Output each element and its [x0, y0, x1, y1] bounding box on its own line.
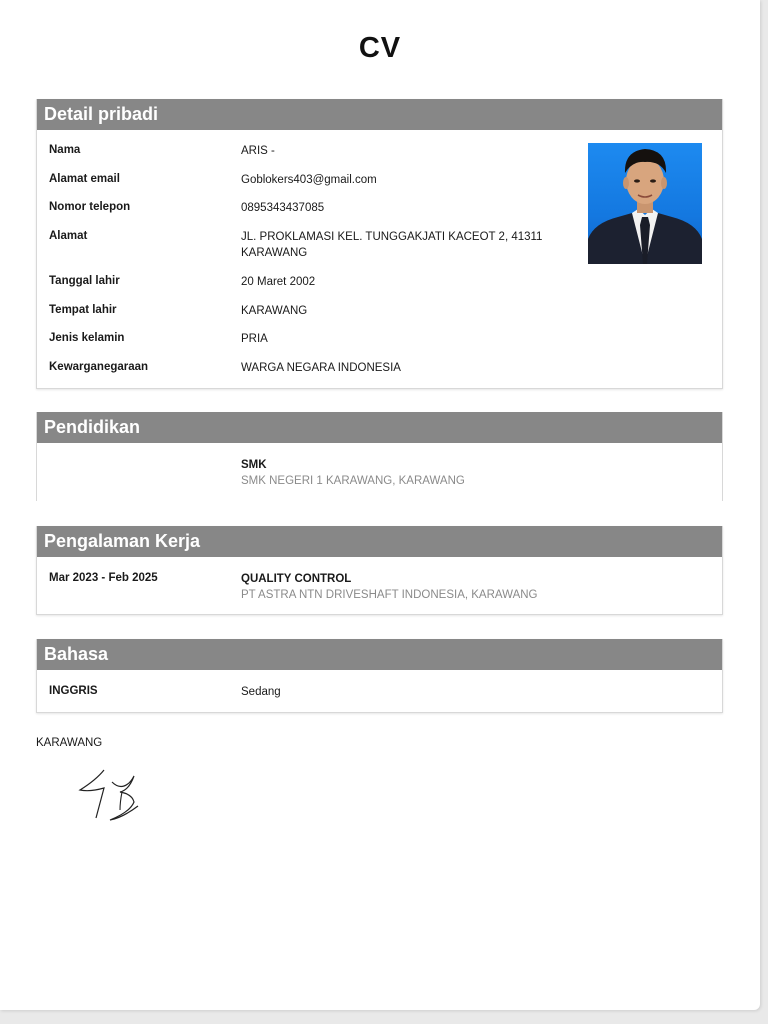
language-name: INGGRIS	[49, 685, 98, 697]
nationality-value: WARGA NEGARA INDONESIA	[241, 362, 401, 374]
birth-date-label: Tanggal lahir	[49, 275, 120, 287]
nationality-label: Kewarganegaraan	[49, 361, 149, 373]
phone-value: 0895343437085	[241, 202, 325, 214]
person-silhouette-icon	[588, 143, 702, 264]
address-value: JL. PROKLAMASI KEL. TUNGGAKJATI KACEOT 2, 41311 KARAWANG	[241, 231, 543, 259]
work-position: QUALITY CONTROL	[241, 573, 352, 585]
language-level: Sedang	[241, 686, 281, 698]
signature-place: KARAWANG	[36, 737, 103, 749]
name-label: Nama	[49, 144, 81, 156]
education-degree: SMK	[241, 459, 267, 471]
name-value: ARIS -	[241, 145, 275, 157]
birth-place-value: KARAWANG	[241, 305, 308, 317]
signature-image	[74, 762, 154, 832]
profile-photo	[588, 143, 702, 264]
email-label: Alamat email	[49, 173, 120, 185]
work-experience-header: Pengalaman Kerja	[37, 526, 722, 557]
education-school: SMK NEGERI 1 KARAWANG, KARAWANG	[241, 475, 465, 487]
birth-date-value: 20 Maret 2002	[241, 276, 316, 288]
work-period: Mar 2023 - Feb 2025	[49, 572, 158, 584]
education-section	[36, 412, 723, 501]
phone-label: Nomor telepon	[49, 201, 131, 213]
gender-label: Jenis kelamin	[49, 332, 125, 344]
personal-details-header: Detail pribadi	[37, 99, 722, 130]
language-header: Bahasa	[37, 639, 722, 670]
gender-value: PRIA	[241, 333, 268, 345]
address-label: Alamat	[49, 230, 88, 242]
work-experience-section	[36, 526, 723, 615]
email-value: Goblokers403@gmail.com	[241, 174, 377, 186]
language-section	[36, 639, 723, 713]
personal-details-section	[36, 99, 723, 389]
birth-place-label: Tempat lahir	[49, 304, 117, 316]
page-title: CV	[358, 32, 402, 64]
work-company: PT ASTRA NTN DRIVESHAFT INDONESIA, KARAWANG	[241, 589, 538, 601]
education-header: Pendidikan	[37, 412, 722, 443]
